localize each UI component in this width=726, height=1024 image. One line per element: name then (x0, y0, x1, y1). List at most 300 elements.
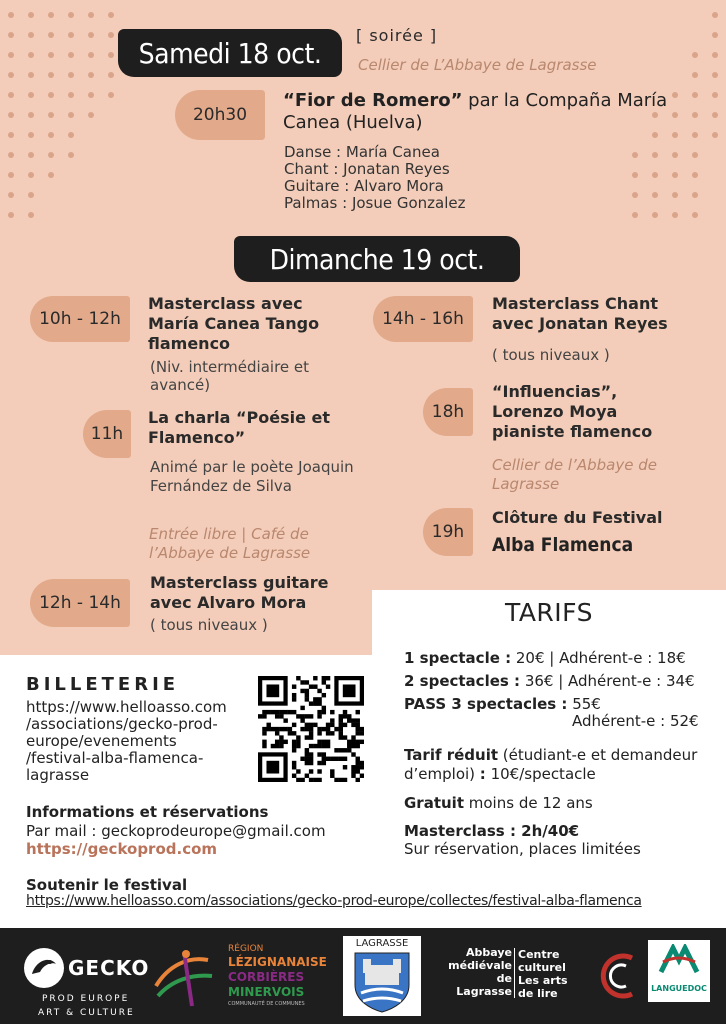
decor-dot (692, 152, 698, 158)
decor-dot (68, 12, 74, 18)
decor-dot (692, 52, 698, 58)
qr-module (275, 710, 279, 714)
crest-shield-icon (353, 951, 411, 1013)
decor-dot (68, 52, 74, 58)
qr-module (275, 740, 279, 744)
qr-module (300, 689, 304, 693)
saturday-venue: Cellier de L’Abbaye de Lagrasse (358, 56, 597, 74)
tarif-masterclass: Masterclass : 2h/40€ (404, 822, 580, 840)
centre-culturel-logo (518, 948, 582, 1000)
lagrasse-name: LAGRASSE (355, 938, 409, 949)
qr-module (292, 697, 296, 701)
qr-module (347, 748, 351, 752)
qr-module (279, 710, 283, 714)
qr-module (305, 693, 309, 697)
region-swirl-icon (148, 946, 220, 1012)
ticket-url[interactable] (26, 699, 227, 784)
qr-module (339, 723, 343, 727)
decor-dot (48, 92, 54, 98)
decor-dot (68, 92, 74, 98)
qr-module (271, 710, 275, 714)
qr-module (305, 748, 309, 752)
qr-module (339, 718, 343, 722)
show-title-quoted: “Fior de Romero” (283, 90, 463, 111)
qr-code[interactable] (258, 676, 364, 782)
decor-dot (672, 192, 678, 198)
qr-module (356, 778, 360, 782)
tarif-label: Gratuit (404, 794, 464, 812)
decor-dot (28, 132, 34, 138)
qr-module (313, 744, 317, 748)
qr-module (292, 693, 296, 697)
abbaye-logo (440, 946, 512, 998)
qr-module (326, 744, 330, 748)
qr-module (305, 723, 309, 727)
qr-module (326, 740, 330, 744)
saturday-credits (284, 144, 466, 212)
decor-dot (88, 12, 94, 18)
decor-dot (632, 192, 638, 198)
event-title: Masterclass Chant avec Jonatan Reyes (492, 294, 668, 333)
time-badge-14h-16h (373, 296, 473, 342)
url-line: /associations/gecko-prod- (26, 715, 218, 733)
event-note: (Niv. intermédiaire et avancé) (150, 358, 310, 394)
qr-module (322, 757, 326, 761)
billetterie-title: BILLETERIE (26, 674, 180, 695)
region-small: RÉGION (228, 944, 264, 954)
time-badge-10h-12h (30, 296, 130, 342)
qr-module (356, 718, 360, 722)
qr-module (288, 731, 292, 735)
tarif-gratuit (404, 794, 593, 813)
qr-module (313, 684, 317, 688)
qr-module (339, 748, 343, 752)
festival-name: Alba Flamenca (492, 534, 634, 556)
qr-module (300, 757, 304, 761)
qr-module (296, 744, 300, 748)
qr-module (309, 714, 313, 718)
qr-module (296, 676, 300, 680)
decor-dot (8, 212, 14, 218)
gecko-sub1: PROD EUROPE (42, 994, 130, 1004)
logo-divider (514, 948, 515, 998)
tarif-label: Tarif réduit (404, 746, 499, 764)
abbaye-line: Abbaye (466, 946, 512, 959)
qr-module (309, 769, 313, 773)
qr-module (258, 714, 262, 718)
decor-dot (712, 52, 718, 58)
qr-module (347, 714, 351, 718)
qr-module (305, 735, 309, 739)
centre-line: Centre (518, 948, 560, 961)
decor-dot (632, 172, 638, 178)
tarif-text: (étudiant-e et demandeur d’emploi) (404, 746, 698, 783)
info-title: Informations et réservations (26, 803, 269, 821)
decor-dot (8, 112, 14, 118)
qr-module (262, 714, 266, 718)
credit-line: Danse : María Canea (284, 143, 440, 161)
time-badge-18h (423, 388, 473, 436)
qr-module (292, 731, 296, 735)
qr-module (339, 757, 343, 761)
decor-dot (28, 112, 34, 118)
sunday-date-banner (234, 236, 520, 282)
event-title: Masterclass avec María Canea Tango flamenco (148, 294, 320, 353)
decor-dot (652, 152, 658, 158)
decor-dot (108, 32, 114, 38)
abbaye-line: de (496, 972, 512, 985)
decor-dot (108, 92, 114, 98)
qr-module (343, 748, 347, 752)
decor-dot (632, 212, 638, 218)
qr-module (279, 740, 283, 744)
credit-line: Chant : Jonatan Reyes (284, 160, 450, 178)
qr-module (292, 684, 296, 688)
time-badge-12h-14h (30, 579, 130, 627)
url-line: https://www.helloasso.com (26, 698, 227, 716)
lagrasse-crest (343, 936, 421, 1016)
qr-module (309, 778, 313, 782)
qr-module (288, 727, 292, 731)
qr-module (275, 727, 279, 731)
time-badge-11h (83, 410, 131, 458)
qr-module (343, 723, 347, 727)
qr-module (262, 740, 266, 744)
qr-module (292, 710, 296, 714)
qr-module (347, 740, 351, 744)
decor-dot (8, 32, 14, 38)
qr-module (356, 757, 360, 761)
qr-module (283, 727, 287, 731)
qr-module (313, 701, 317, 705)
qr-module (305, 757, 309, 761)
qr-module (262, 710, 266, 714)
qr-module (309, 727, 313, 731)
decor-dot (108, 12, 114, 18)
qr-module (275, 714, 279, 718)
decor-dot (692, 72, 698, 78)
show-title-rest: par la Compaña María Canea (Huelva) (283, 90, 668, 133)
qr-module (330, 731, 334, 735)
qr-module (292, 774, 296, 778)
qr-module (351, 718, 355, 722)
qr-module (317, 778, 321, 782)
decor-dot (68, 112, 74, 118)
qr-module (356, 761, 360, 765)
decor-dot (48, 32, 54, 38)
qr-module (351, 765, 355, 769)
qr-module (309, 731, 313, 735)
c-circle-logo-icon (596, 950, 642, 1002)
qr-module (343, 714, 347, 718)
qr-module (317, 752, 321, 756)
decor-dot (28, 92, 34, 98)
qr-module (305, 752, 309, 756)
region-line3: MINERVOIS (228, 985, 305, 999)
time-badge-19h (423, 508, 473, 556)
qr-module (288, 710, 292, 714)
decor-dot (8, 192, 14, 198)
qr-module (279, 714, 283, 718)
saturday-date: Samedi 18 oct. (138, 36, 322, 70)
qr-module (292, 744, 296, 748)
qr-module (326, 727, 330, 731)
decor-dot (672, 152, 678, 158)
qr-module (275, 744, 279, 748)
qr-module (309, 752, 313, 756)
qr-module (322, 710, 326, 714)
tarif-value: 10€/spectacle (485, 765, 596, 783)
qr-module (330, 769, 334, 773)
qr-module (317, 727, 321, 731)
qr-module (300, 778, 304, 782)
qr-module (339, 731, 343, 735)
decor-dot (692, 212, 698, 218)
qr-module (360, 727, 364, 731)
qr-module (262, 731, 266, 735)
decor-dot (88, 92, 94, 98)
url-line: /festival-alba-flamenca- (26, 749, 204, 767)
decor-dot (652, 172, 658, 178)
decor-dot (28, 212, 34, 218)
qr-module (300, 680, 304, 684)
qr-module (356, 723, 360, 727)
event-title: La charla “Poésie et Flamenco” (148, 408, 330, 447)
qr-module (309, 757, 313, 761)
qr-module (322, 676, 326, 680)
abbaye-line: médiévale (448, 959, 512, 972)
credit-agricole-logo (648, 940, 710, 1002)
qr-module (322, 744, 326, 748)
qr-module (343, 735, 347, 739)
event-venue: Entrée libre | Café de l’Abbaye de Lagrasse (149, 525, 311, 562)
url-line: lagrasse (26, 766, 90, 784)
tarif-value: 36€ | Adhérent-e : 34€ (520, 672, 695, 690)
qr-module (292, 748, 296, 752)
qr-module (343, 778, 347, 782)
qr-module (305, 697, 309, 701)
qr-module (266, 723, 270, 727)
decor-dot (68, 72, 74, 78)
qr-module (351, 774, 355, 778)
decor-dot (28, 52, 34, 58)
decor-dot (48, 132, 54, 138)
qr-module (292, 723, 296, 727)
qr-module (296, 735, 300, 739)
support-title: Soutenir le festival (26, 876, 188, 894)
decor-dot (712, 112, 718, 118)
qr-module (330, 757, 334, 761)
qr-module (305, 714, 309, 718)
qr-module (279, 727, 283, 731)
qr-module (275, 731, 279, 735)
qr-module (305, 727, 309, 731)
qr-module (351, 740, 355, 744)
decor-dot (8, 172, 14, 178)
qr-code-graphic (258, 676, 364, 782)
qr-module (296, 714, 300, 718)
decor-dot (8, 92, 14, 98)
tarif-label: 1 spectacle : (404, 649, 512, 667)
qr-module (300, 727, 304, 731)
qr-module (305, 774, 309, 778)
qr-module (351, 723, 355, 727)
tarifs-title: TARIFS (505, 598, 593, 627)
centre-line: de lire (518, 987, 558, 1000)
decor-dot (8, 152, 14, 158)
qr-module (283, 710, 287, 714)
tarif-masterclass-note: Sur réservation, places limitées (404, 840, 641, 858)
event-venue: Cellier de l’Abbaye de Lagrasse (492, 456, 657, 493)
event-title: “Influencias”, Lorenzo Moya pianiste flamenco (492, 382, 653, 441)
url-line: europe/evenements (26, 732, 177, 750)
decor-dot (8, 132, 14, 138)
qr-module (356, 769, 360, 773)
qr-module (339, 727, 343, 731)
event-note: Animé par le poète Joaquin Fernández de Silva (150, 458, 354, 495)
qr-module (334, 748, 338, 752)
qr-module (343, 765, 347, 769)
centre-line: culturel (518, 961, 566, 974)
qr-module (309, 761, 313, 765)
qr-module (305, 761, 309, 765)
qr-module (322, 752, 326, 756)
time-label: 11h (90, 424, 124, 444)
decor-dot (68, 152, 74, 158)
qr-module (300, 706, 304, 710)
qr-module (326, 731, 330, 735)
qr-module (317, 689, 321, 693)
qr-module (283, 740, 287, 744)
qr-module (317, 710, 321, 714)
decor-dot (692, 172, 698, 178)
qr-module (292, 740, 296, 744)
tarif-line-2 (404, 672, 695, 691)
event-note: ( tous niveaux ) (150, 616, 268, 634)
support-link[interactable]: https://www.helloasso.com/associations/gecko-prod-europe/collectes/festival-alba-flamenca (26, 893, 642, 909)
qr-module (351, 769, 355, 773)
qr-module (313, 778, 317, 782)
qr-module (356, 765, 360, 769)
decor-dot (672, 212, 678, 218)
decor-dot (68, 32, 74, 38)
decor-dot (88, 32, 94, 38)
region-line2: CORBIÈRES (228, 970, 305, 984)
decor-dot (28, 172, 34, 178)
decor-dot (28, 152, 34, 158)
qr-module (326, 757, 330, 761)
qr-module (317, 701, 321, 705)
decor-dot (652, 212, 658, 218)
decor-dot (672, 172, 678, 178)
qr-module (339, 714, 343, 718)
gecko-logo (20, 936, 150, 1020)
tarif-value: 55€ (567, 695, 601, 713)
contact-mail[interactable]: Par mail : geckoprodeurope@gmail.com (26, 822, 326, 840)
decor-dot (88, 52, 94, 58)
decor-dot (48, 52, 54, 58)
decor-dot (712, 92, 718, 98)
qr-module (322, 706, 326, 710)
qr-module (262, 727, 266, 731)
qr-module (322, 727, 326, 731)
event-title: Masterclass guitare avec Alvaro Mora (150, 573, 329, 612)
qr-module (322, 680, 326, 684)
region-sub: COMMUNAUTÉ DE COMMUNES (228, 1001, 305, 1007)
tarif-line-1 (404, 649, 686, 668)
qr-module (343, 757, 347, 761)
qr-module (334, 778, 338, 782)
qr-module (334, 727, 338, 731)
qr-module (356, 727, 360, 731)
time-label: 20h30 (192, 105, 248, 125)
tarif-label: PASS 3 spectacles : (404, 695, 568, 713)
qr-module (330, 774, 334, 778)
qr-module (317, 744, 321, 748)
tarif-label: 2 spectacles : (404, 672, 521, 690)
qr-module (305, 689, 309, 693)
tarif-value: 20€ | Adhérent-e : 18€ (511, 649, 686, 667)
decor-dot (712, 132, 718, 138)
qr-module (313, 676, 317, 680)
decor-dot (48, 12, 54, 18)
saturday-show-title (283, 90, 703, 134)
saturday-date-banner (118, 29, 342, 77)
qr-module (356, 744, 360, 748)
gecko-icon (22, 946, 66, 990)
time-label: 12h - 14h (39, 593, 121, 613)
decor-dot (88, 72, 94, 78)
qr-module (326, 684, 330, 688)
qr-module (271, 727, 275, 731)
qr-module (279, 744, 283, 748)
centre-line: Les arts (518, 974, 568, 987)
qr-module (322, 740, 326, 744)
decor-dot (48, 172, 54, 178)
qr-module (309, 735, 313, 739)
qr-module (296, 740, 300, 744)
qr-module (292, 761, 296, 765)
decor-dot (652, 192, 658, 198)
qr-module (356, 740, 360, 744)
qr-module (271, 744, 275, 748)
qr-module (309, 701, 313, 705)
partner-footer (0, 928, 726, 1024)
qr-module (330, 718, 334, 722)
abbaye-line: Lagrasse (456, 985, 512, 998)
gecko-name: GECKO (68, 956, 150, 980)
qr-module (351, 735, 355, 739)
decor-dot (28, 192, 34, 198)
decor-dot (108, 52, 114, 58)
decor-dot (108, 72, 114, 78)
qr-module (292, 765, 296, 769)
qr-module (356, 731, 360, 735)
qr-module (296, 778, 300, 782)
website-link[interactable]: https://geckoprod.com (26, 840, 218, 858)
qr-module (360, 765, 364, 769)
qr-module (300, 718, 304, 722)
tarif-reduit (404, 746, 724, 784)
decor-dot (28, 32, 34, 38)
tarif-text: moins de 12 ans (464, 794, 593, 812)
decor-dot (8, 72, 14, 78)
region-logo (148, 942, 328, 1018)
qr-module (326, 676, 330, 680)
decor-dot (712, 32, 718, 38)
qr-module (317, 761, 321, 765)
qr-module (343, 710, 347, 714)
